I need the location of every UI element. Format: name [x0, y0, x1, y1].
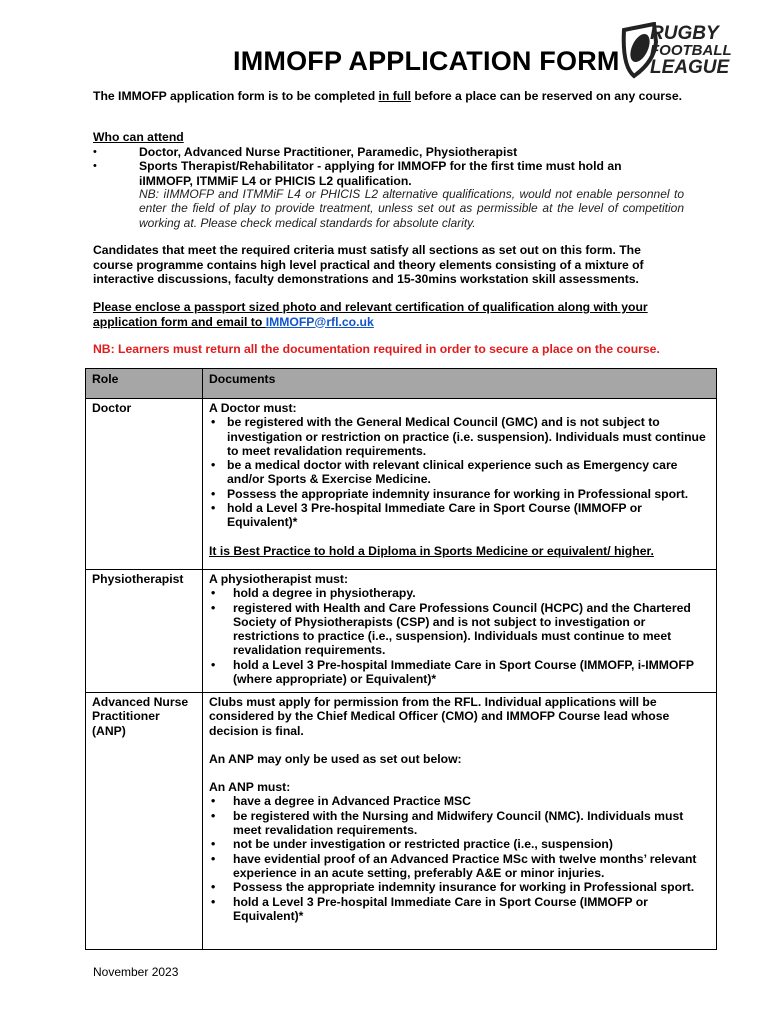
list-item: • registered with Health and Care Professions Council (HCPC) and the Chartered Society of Physiotherapists (CSP) and is not subject to investigation or restrictions to practice (i.e., suspension). Individuals must continue to meet revalidation requirements. [209, 601, 710, 658]
best-practice-note: It is Best Practice to hold a Diploma in Sports Medicine or equivalent/ higher. [209, 543, 654, 558]
documents-header: Documents [203, 369, 717, 399]
anp-clubs: Clubs must apply for permission from the RFL. Individual applications will be considered by the Chief Medical Officer (CMO) and IMMOFP Course lead whose decision is final. [209, 695, 670, 738]
page-title: IMMOFP APPLICATION FORM [233, 46, 620, 76]
list-item: • hold a Level 3 Pre-hospital Immediate Care in Sport Course (IMMOFP, i-IMMOFP (where appropriate) or Equivalent)* [209, 658, 710, 687]
anp-documents [203, 693, 717, 950]
anp-intro: An ANP must: [209, 780, 291, 795]
physio-documents [203, 570, 717, 693]
list-item: • Possess the appropriate indemnity insurance for working in Professional sport. [209, 487, 710, 501]
physio-requirements [209, 586, 710, 686]
who-bullet-2: Sports Therapist/Rehabilitator - applying for IMMOFP for the first time must hold an iIMMOFP, ITMMiF L4 or PHICIS L2 qualification. [139, 159, 622, 188]
list-item: • not be under investigation or restricted practice (i.e., suspension) [209, 837, 710, 851]
list-item: • have evidential proof of an Advanced Practice MSc with twelve months’ relevant experience in an acute setting, preferably A&E or minor injuries. [209, 852, 710, 881]
role-physiotherapist: Physiotherapist [86, 570, 203, 693]
table-header-row [86, 369, 717, 399]
rfl-logo [620, 22, 746, 80]
list-item: • be registered with the Nursing and Midwifery Council (NMC). Individuals must meet revalidation requirements. [209, 809, 710, 838]
enclose-instructions: Please enclose a passport sized photo and relevant certification of qualification along with your application form and email to IMMOFP@rfl.co.uk [93, 300, 648, 329]
doctor-intro: A Doctor must: [209, 401, 297, 415]
qualification-note: NB: iIMMOFP and ITMMiF L4 or PHICIS L2 alternative qualifications, would not enable personnel to enter the field of play to provide treatment, unless set out as permissible at the level of competition working at. Please check medical standards for absolute clarity. [139, 187, 684, 230]
physio-intro: A physiotherapist must: [209, 572, 349, 586]
list-item: • hold a Level 3 Pre-hospital Immediate Care in Sport Course (IMMOFP or Equivalent)* [209, 895, 710, 924]
logo-word-rugby: RUGBY [650, 23, 719, 44]
doctor-documents [203, 399, 717, 570]
role-doctor: Doctor [86, 399, 203, 570]
anp-only: An ANP may only be used as set out below: [209, 751, 462, 766]
who-can-attend-heading: Who can attend [93, 130, 184, 144]
requirements-table [85, 368, 717, 950]
list-item: • be registered with the General Medical Council (GMC) and is not subject to investigation or restriction on practice (i.e. suspension). Individuals must continue to meet revalidation requirements. [209, 415, 710, 458]
intro-paragraph: The IMMOFP application form is to be completed in full before a place can be reserved on any course. [93, 89, 682, 103]
doctor-requirements [209, 415, 710, 529]
list-item: • Possess the appropriate indemnity insurance for working in Professional sport. [209, 880, 710, 894]
footer-date: November 2023 [93, 965, 179, 979]
list-item: • hold a Level 3 Pre-hospital Immediate Care in Sport Course (IMMOFP or Equivalent)* [209, 501, 710, 530]
candidates-paragraph: Candidates that meet the required criteria must satisfy all sections as set out on this form. The course programme contains high level practical and theory elements consisting of a mixture of interactive discussions, faculty demonstrations and 15-30mins workstation skill assessments. [93, 243, 644, 286]
table-row [86, 570, 717, 693]
bullet-icon: • [93, 146, 97, 158]
table-row [86, 693, 717, 950]
logo-word-football: FOOTBALL [650, 42, 732, 59]
list-item: • be a medical doctor with relevant clinical experience such as Emergency care and/or Sports & Exercise Medicine. [209, 458, 710, 487]
role-anp: Advanced Nurse Practitioner (ANP) [86, 693, 203, 950]
nb-warning: NB: Learners must return all the documentation required in order to secure a place on the course. [93, 342, 660, 356]
who-bullet-1: Doctor, Advanced Nurse Practitioner, Paramedic, Physiotherapist [139, 145, 518, 159]
in-full-emphasis: in full [378, 89, 412, 103]
role-header: Role [86, 369, 203, 399]
list-item: • hold a degree in physiotherapy. [209, 586, 710, 600]
bullet-icon: • [93, 160, 97, 172]
table-row [86, 399, 717, 570]
logo-word-league: LEAGUE [650, 57, 730, 78]
list-item: • have a degree in Advanced Practice MSC [209, 794, 710, 808]
anp-requirements [209, 794, 710, 923]
email-link[interactable]: IMMOFP@rfl.co.uk [265, 314, 374, 329]
